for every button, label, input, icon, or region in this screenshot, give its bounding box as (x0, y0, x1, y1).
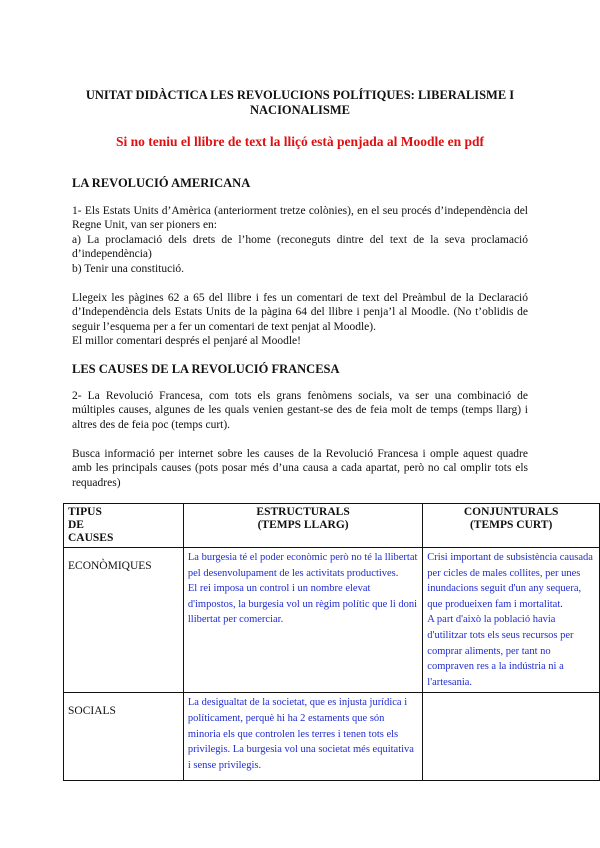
header-type-word1: TIPUS DE (68, 506, 102, 531)
header-structural-sub: (TEMPS LLARG) (257, 519, 349, 531)
section-heading-american: LA REVOLUCIÓ AMERICANA (72, 176, 251, 190)
header-cell-conjunctural (423, 504, 600, 548)
cell-economic-conjunctural[interactable]: Crisi important de subsistència causada per cicles de males collites, per unes inundacions seguit d'un any sequera, que produeixen fam i mortalitat. A part d'això la població havia d'utilitzar tots els seus recursos per comprar aliments, per tant no compraven res a la indústria ni a l'artesania. (423, 548, 600, 693)
header-cell-structural (183, 504, 422, 548)
point-b: b) Tenir una constitució. (72, 263, 185, 275)
title-line-1: UNITAT DIDÀCTICA LES REVOLUCIONS POLÍTIQUES: LIBERALISME I (85, 88, 515, 102)
header-type-word2: CAUSES (68, 532, 114, 544)
header-cell-type (64, 504, 184, 548)
cell-economic-structural[interactable]: La burgesia té el poder econòmic però no té la llibertat pel desenvolupament de les activitats productives. El rei imposa un control i un nombre elevat d'impostos, la burgesia vol un règim polític que li doni llibertat per comerciar. (183, 548, 422, 693)
title-line-2: NACIONALISME (249, 103, 350, 117)
row-label-social: SOCIALS (64, 693, 184, 781)
question-2: 2- La Revolució Francesa, com tots els grans fenòmens socials, va ser una combinació de múltiples causes, algunes de les quals venien gestant-se des de feia molt de temps (temps llarg) i altres des de feia poc (temps curt). (72, 390, 528, 431)
cell-social-structural[interactable]: La desigualtat de la societat, que es injusta jurídica i políticament, perquè hi ha 2 estaments que són minoria els que controlen les terres i tenen tots els privilegis. La burgesia vol una societat més equitativa i sense privilegis. (183, 693, 422, 781)
instruction-comment: Llegeix les pàgines 62 a 65 del llibre i fes un comentari de text del Preàmbul de la Declaració d’Independència dels Estats Units de la pàgina 64 del llibre i penja’l al Moodle. (No t’oblidis de seguir l’esquema per a fer un comentari de text penjat al Moodle). (72, 292, 528, 333)
header-conjunctural: CONJUNTURALS (463, 506, 559, 518)
point-a: a) La proclamació dels drets de l’home (reconeguts dintre del text de la seva proclamació d’independència) (72, 234, 528, 261)
document-title (70, 88, 530, 118)
section-heading-french: LES CAUSES DE LA REVOLUCIÓ FRANCESA (72, 362, 340, 376)
instruction-table: Busca informació per internet sobre les causes de la Revolució Francesa i omple aquest quadre amb les principals causes (pots posar més d’una causa a cada apartat, però no cal omplir tots els requadres) (72, 448, 528, 489)
moodle-notice: Si no teniu el llibre de text la lliçó està penjada al Moodle en pdf (115, 134, 484, 149)
causes-table (63, 503, 600, 781)
header-structural: ESTRUCTURALS (256, 506, 350, 518)
header-conjunctural-sub: (TEMPS CURT) (469, 519, 553, 531)
best-comment-note: El millor comentari després el penjaré al Moodle! (72, 335, 301, 347)
table-row (64, 548, 600, 693)
table-header-row (64, 504, 600, 548)
table-row (64, 693, 600, 781)
row-label-economic: ECONÒMIQUES (64, 548, 184, 693)
cell-social-conjunctural[interactable] (423, 693, 600, 781)
question-1: 1- Els Estats Units d’Amèrica (anteriorment tretze colònies), en el seu procés d’independència del Regne Unit, van ser pioners en: (72, 205, 528, 232)
